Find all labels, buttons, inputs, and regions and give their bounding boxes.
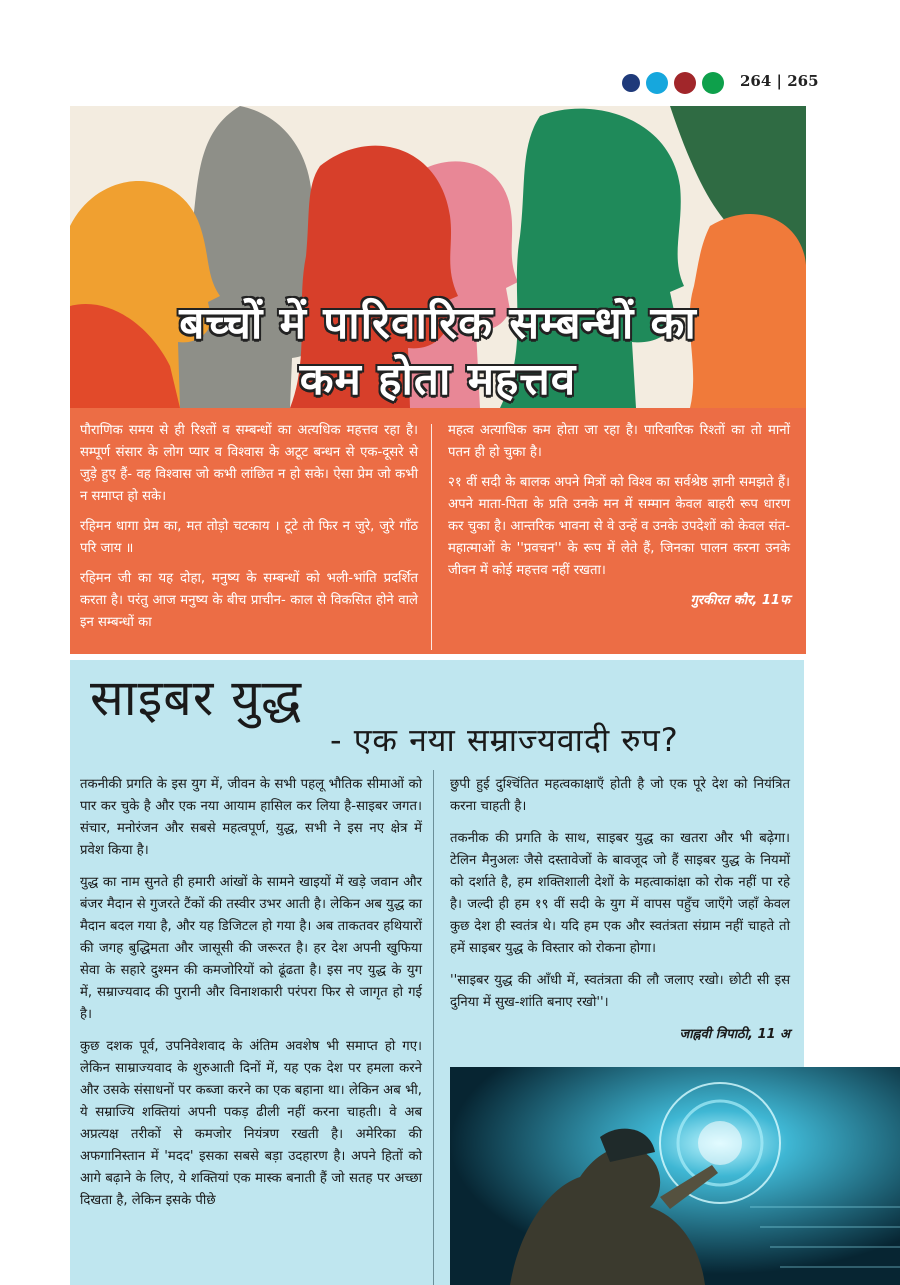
article1-text-panel (70, 408, 806, 654)
article2-author: जाह्नवी त्रिपाठी, 11 अ (679, 1027, 790, 1042)
article1-column-left (80, 420, 418, 642)
cyber-soldier-image (450, 1067, 900, 1285)
paragraph: पौराणिक समय से ही रिश्तों व सम्बन्धों का अत्यधिक महत्तव रहा है। सम्पूर्ण संसार के लोग प्यार व विश्वास के अटूट बन्धन से एक-दूसरे से जुड़े हुए हैं- वह विश्वास जो कभी लांछित न हो सके। ऐसा प्रेम जो कभी न समाप्त हो सके। (80, 423, 418, 504)
article1-title-line1: बच्चों में पारिवारिक सम्बन्धों का (179, 298, 697, 349)
paragraph: रहिमन जी का यह दोहा, मनुष्य के सम्बन्धों को भली-भांति प्रदर्शित करता है। परंतु आज मनुष्य के बीच प्राचीन- काल से विकसित होने वाले इन सम्बन्धों का (80, 571, 418, 630)
column-divider (433, 770, 434, 1285)
green-dot (702, 72, 724, 94)
navy-dot (622, 74, 640, 92)
article1-author: गुरकीरत कौर, 11फ (690, 593, 790, 608)
paragraph: २१ वीं सदी के बालक अपने मित्रों को विश्व का सर्वश्रेष्ठ ज्ञानी समझते हैं। अपने माता-पिता के प्रति उनके मन में सम्मान केवल बाहरी रूप धारण कर चुका है। आन्तरिक भावना से वे उन्हें व उनके उपदेशों को केवल संत-महात्माओं के ''प्रवचन'' के रूप में लेते हैं, जिनका पालन करना उनके जीवन में कोई महत्तव नहीं रखता। (448, 475, 790, 578)
page-numbers: 264 | 265 (740, 72, 819, 90)
article1-column-right (448, 420, 790, 612)
paragraph: छुपी हुई दुश्चिंतित महत्वकाक्षाएँ होती है जो एक पूरे देश को नियंत्रित करना चाहती है। (450, 777, 790, 814)
column-divider (431, 424, 432, 650)
red-dot (674, 72, 696, 94)
paragraph: कुछ दशक पूर्व, उपनिवेशवाद के अंतिम अवशेष भी समाप्त हो गए। लेकिन साम्राज्यवाद के शुरुआती दिनों में, यह एक देश पर हमला करने और उसके संसाधनों पर कब्जा करने का एक बहाना था। लेकिन अब भी, ये सम्राज्यि शक्तियां अपनी पकड़ ढीली नहीं करना चाहती। वे अब अप्रत्यक्ष तरीकों से कमजोर नियंत्रण रखती है। अमेरिका की अफगानिस्तान में 'मदद' इसका सबसे बड़ा उदहारण है। अपने हितों को आगे बढ़ाने के लिए, ये शक्तियां एक मास्क बनाती हैं जो सतह पर अच्छा दिखता है, लेकिन इसके पीछे (80, 1039, 422, 1208)
article2-column-right (450, 774, 790, 1046)
paragraph: तकनीकी प्रगति के इस युग में, जीवन के सभी पहलू भौतिक सीमाओं को पार कर चुके है और एक नया आयाम हासिल कर लिया है-साइबर जगत। संचार, मनोरंजन और सबसे महत्वपूर्ण, युद्ध, सभी ने इस नए क्षेत्र में प्रवेश किया है। (80, 777, 422, 858)
article1-title-line2: कम होता महत्तव (299, 354, 577, 405)
paragraph: युद्ध का नाम सुनते ही हमारी आंखों के सामने खाइयों में खड़े जवान और बंजर मैदान से गुजरते टैंकों की तस्वीर उभर आती है। लेकिन अब युद्ध का मैदान बदल गया है, और यह डिजिटल हो गया है। अब ताकतवर हथियारों की जगह बुद्धिमता और जासूसी की जरूरत है। हर देश अपनी खुफिया सेवा के सहारे दुश्मन की कमजोरियों को ढूंढता है। इस नए युद्ध के युग में, सम्राज्यवाद की पुरानी और विनाशकारी परंपरा फिर से जागृत हो गई है। (80, 875, 422, 1022)
article2-subtitle: - एक नया सम्राज्यवादी रुप? (330, 721, 679, 759)
paragraph: तकनीक की प्रगति के साथ, साइबर युद्ध का खतरा और भी बढ़ेगा। टेलिन मैनुअलः जैसे दस्तावेजों के बावजूद जो हैं साइबर युद्ध के नियमों को दर्शाते है, हम शक्तिशाली देशों के महत्वाकांक्षा को रोक नहीं पा रहे है। जल्दी ही हम १९ वीं सदी के युग में वापस पहुँच जाएँगे जहाँ केवल कुछ देश ही स्वतंत्र थे। यदि हम एक और स्वतंत्रता संग्राम नहीं चाहते तो हमें साइबर युद्ध के विस्तार को रोकना होगा। (450, 831, 790, 956)
couplet: रहिमन धागा प्रेम का, मत तोड़ो चटकाय । टूटे तो फिर न जुरे, जुरे गाँठ परि जाय ॥ (80, 519, 418, 556)
article2-column-left (80, 774, 422, 1222)
article1-title (70, 296, 806, 408)
blue-dot (646, 72, 668, 94)
quote: ''साइबर युद्ध की आँधी में, स्वतंत्रता की लौ जलाए रखो। छोटी सी इस दुनिया में सुख-शांति बनाए रखो''। (450, 973, 790, 1010)
paragraph: महत्व अत्याधिक कम होता जा रहा है। पारिवारिक रिश्तों का तो मानों पतन ही हो चुका है। (448, 423, 790, 460)
article2-title: साइबर युद्ध (90, 669, 303, 727)
color-dots (622, 72, 724, 94)
cyber-soldier-photo (450, 1067, 900, 1285)
